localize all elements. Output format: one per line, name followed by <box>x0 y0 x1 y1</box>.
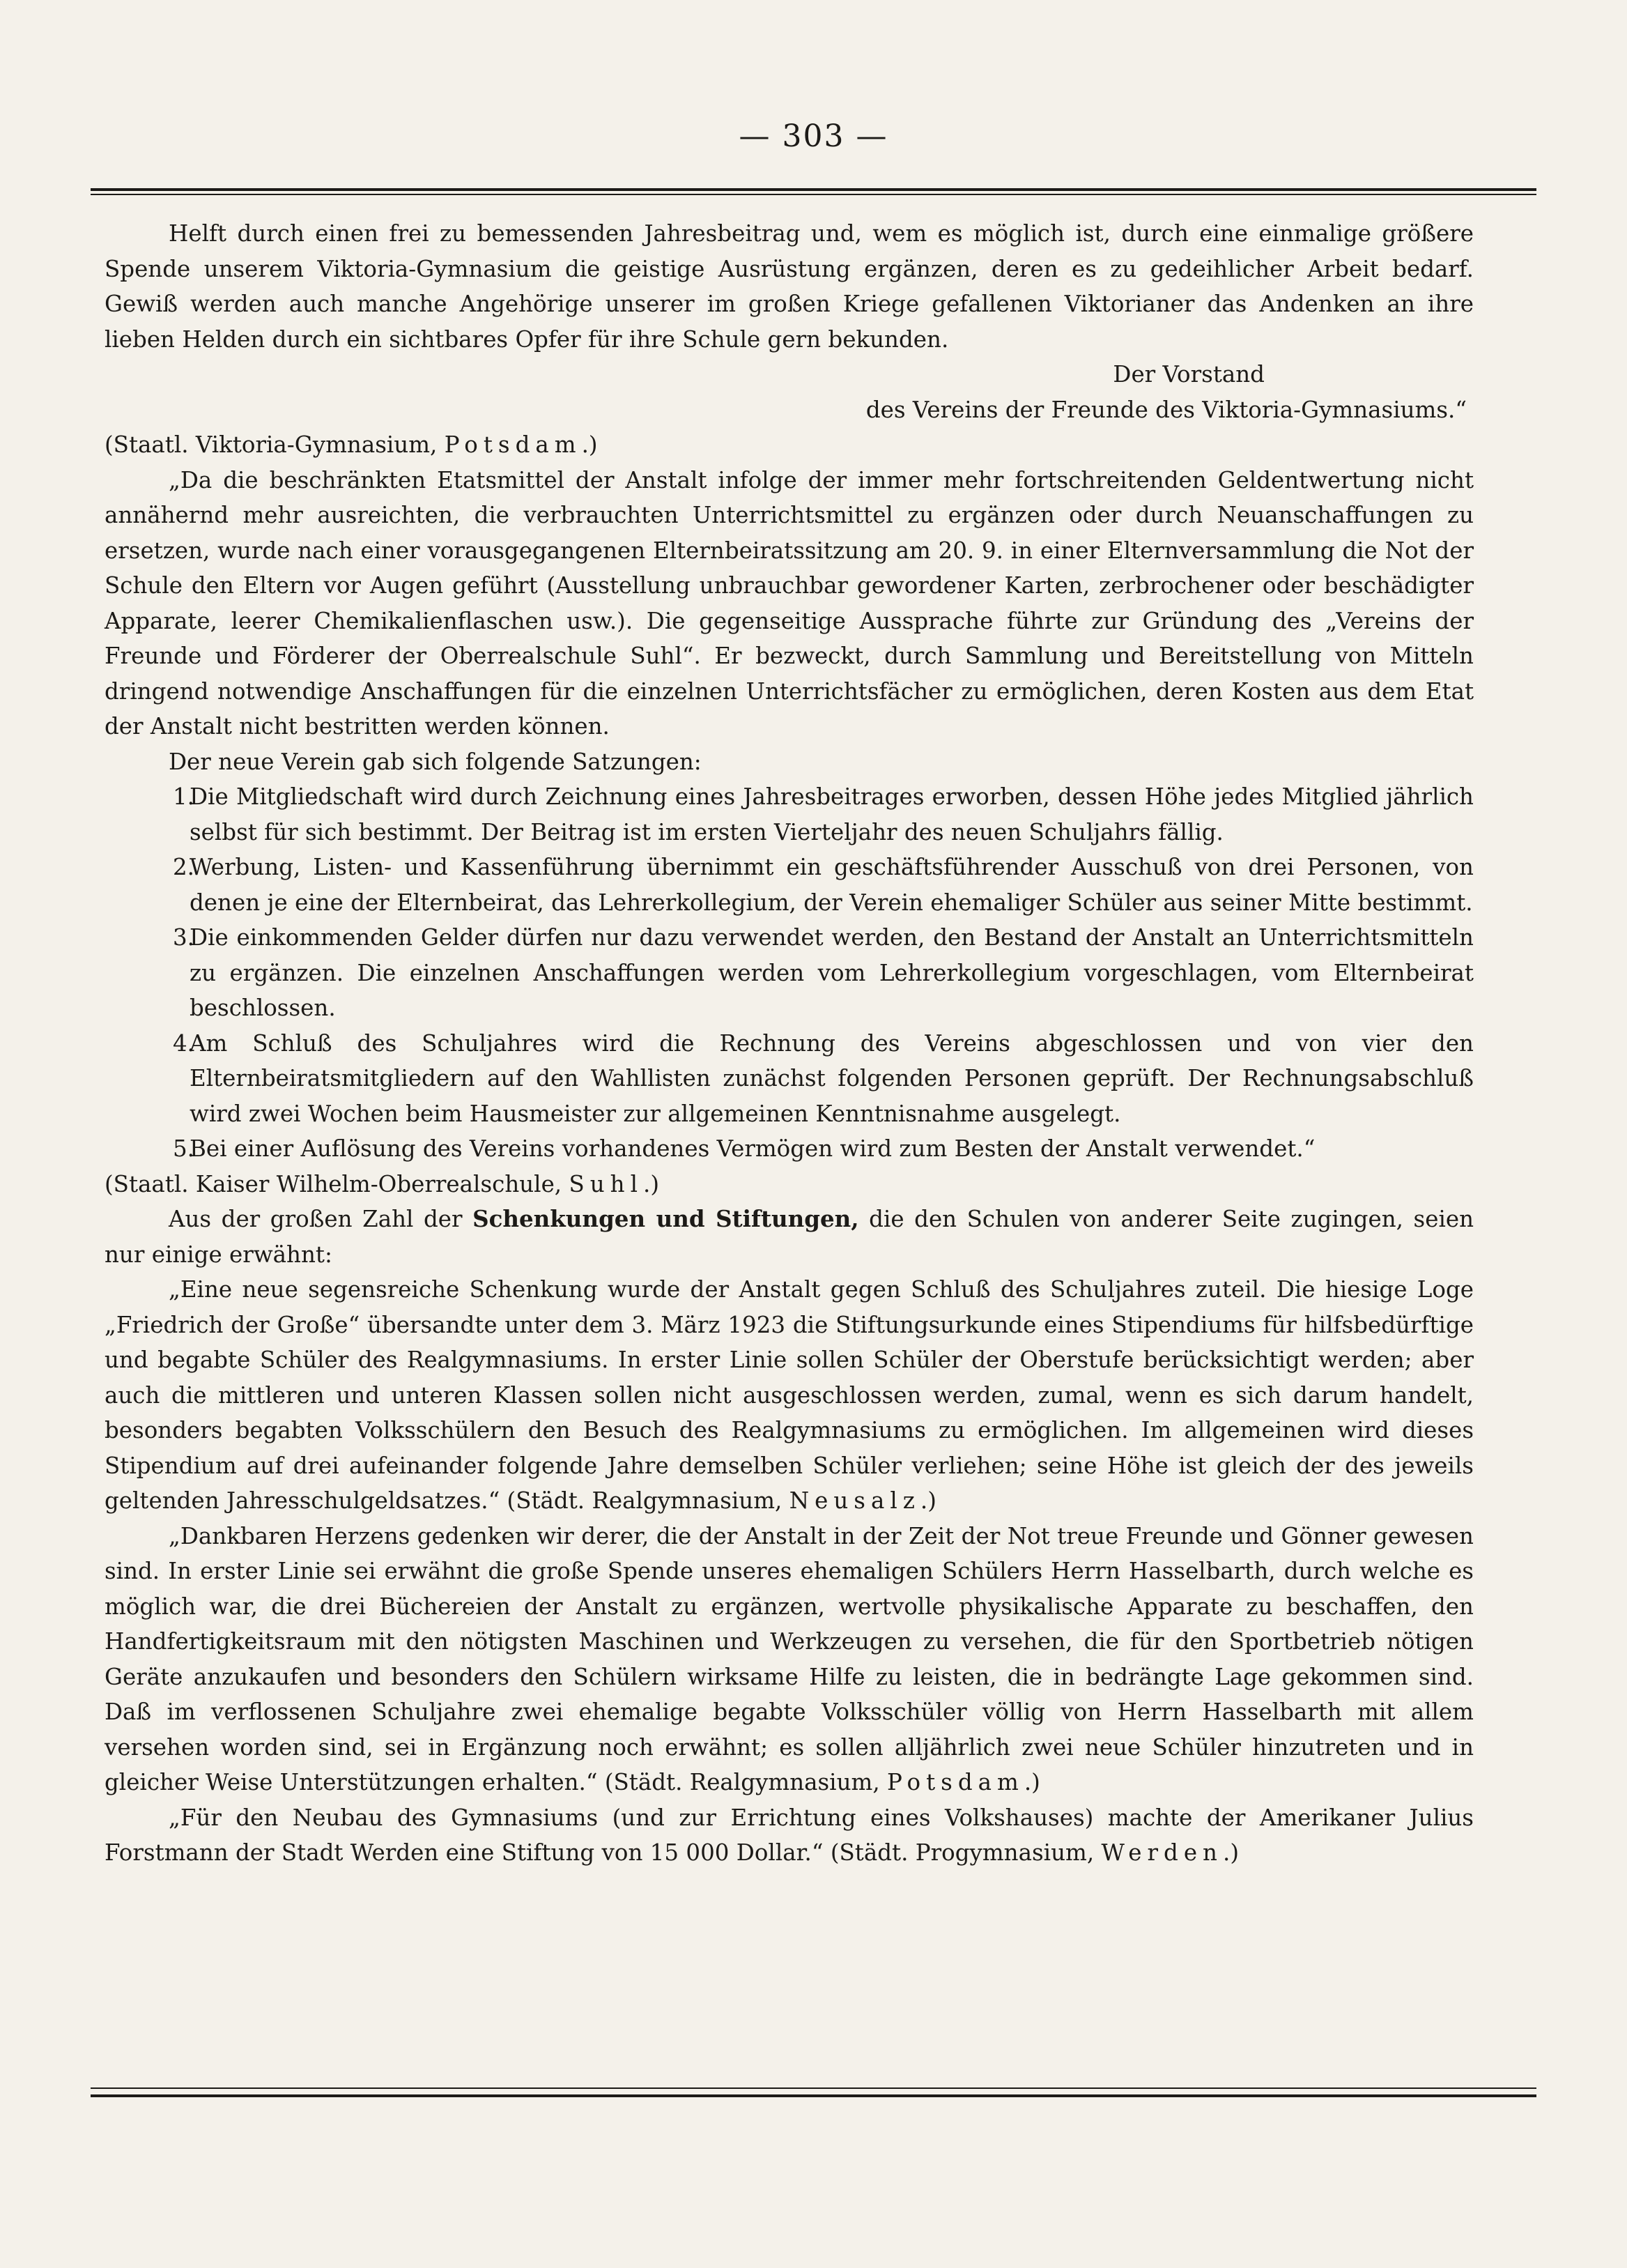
item-number: 5. <box>173 1135 195 1162</box>
paragraph-werden: „Für den Neubau des Gymnasiums (und zur Errichtung eines Volkshauses) machte der Amerikaner Julius Forstmann der Stadt Werden eine Stiftung von 15 000 Dollar.“ (Städt. Progymnasium, Werden.) <box>105 1804 1474 1866</box>
paragraph-appeal: Helft durch einen frei zu bemessenden Jahresbeitrag und, wem es möglich ist, durch eine einmalige größere Spende unserem Viktoria-Gymnasium die geistige Ausrüstung ergänzen, deren es zu gedeihlicher Arbeit bedarf. Gewiß werden auch manche Angehörige unserer im großen Kriege gefallenen Viktorianer das Andenken an ihre lieben Helden durch ein sichtbares Opfer für ihre Schule gern bekunden. <box>105 220 1474 353</box>
item-number: 1. <box>173 783 195 810</box>
paragraph-statutes-intro: Der neue Verein gab sich folgende Satzungen: <box>169 748 702 775</box>
list-item: 4. Am Schluß des Schuljahres wird die Rechnung des Vereins abgeschlossen und von vier den Elternbeiratsmitgliedern auf den Wahllisten zunächst folgenden Personen geprüft. Der Rechnungsabschluß wird zwei Wochen beim Hausmeister zur allgemeinen Kenntnisnahme ausgelegt. <box>105 1026 1474 1132</box>
statutes-list <box>105 779 1474 1167</box>
paragraph-neusalz: „Eine neue segensreiche Schenkung wurde der Anstalt gegen Schluß des Schuljahres zuteil. Die hiesige Loge „Friedrich der Große“ übersandte unter dem 3. März 1923 die Stiftungsurkunde eines Stipendiums für hilfsbedürftige und begabte Schüler des Realgymnasiums. In erster Linie sollen Schüler der Oberstufe berücksichtigt werden; aber auch die mittleren und unteren Klassen sollen nicht ausgeschlossen werden, zumal, wenn es sich darum handelt, besonders begabten Volksschülern den Besuch des Realgymnasiums zu ermöglichen. Im allgemeinen wird dieses Stipendium auf drei aufeinander folgende Jahre demselben Schüler verliehen; seine Höhe ist gleich der des jeweils geltenden Jahresschulgeldsatzes.“ (Städt. Realgymnasium, Neusalz.) <box>105 1276 1474 1514</box>
place-name: Potsdam <box>444 431 582 458</box>
source-citation-2: (Staatl. Kaiser Wilhelm-Oberrealschule, Suhl.) <box>105 1170 660 1197</box>
list-item: 2. Werbung, Listen- und Kassenführung übernimmt ein geschäftsführender Ausschuß von drei Personen, von denen je eine der Elternbeirat, das Lehrerkollegium, der Verein ehemaliger Schüler aus seiner Mitte bestimmt. <box>105 850 1474 920</box>
page-number: — 303 — <box>739 118 888 154</box>
item-number: 2. <box>173 854 195 880</box>
item-number: 3. <box>173 924 195 951</box>
place-name: Suhl <box>569 1170 644 1197</box>
bottom-rule <box>91 2087 1536 2097</box>
list-item: 1. Die Mitgliedschaft wird durch Zeichnung eines Jahresbeitrages erworben, dessen Höhe jedes Mitglied jährlich selbst für sich bestimmt. Der Beitrag ist im ersten Vierteljahr des neuen Schuljahrs fällig. <box>105 779 1474 850</box>
paragraph-suhl: „Da die beschränkten Etatsmittel der Anstalt infolge der immer mehr fortschreitenden Geldentwertung nicht annähernd mehr ausreichten, die verbrauchten Unterrichtsmittel zu ergänzen oder durch Neuanschaffungen zu ersetzen, wurde nach einer vorausgegangenen Elternbeiratssitzung am 20. 9. in einer Elternversammlung die Not der Schule den Eltern vor Augen geführt (Ausstellung unbrauchbar gewordener Karten, zerbrochener oder beschädigter Apparate, leerer Chemikalienflaschen usw.). Die gegenseitige Aussprache führte zur Gründung des „Vereins der Freunde und Förderer der Oberrealschule Suhl“. Er bezweckt, durch Sammlung und Bereitstellung von Mitteln dringend notwendige Anschaffungen für die einzelnen Unterrichtsfächer zu ermöglichen, deren Kosten aus dem Etat der Anstalt nicht bestritten werden können. <box>105 466 1474 740</box>
place-name: Neusalz <box>789 1487 920 1514</box>
source-citation-1: (Staatl. Viktoria-Gymnasium, Potsdam.) <box>105 431 598 458</box>
body-text <box>105 216 1474 1871</box>
place-name: Potsdam <box>886 1769 1024 1795</box>
list-item: 3. Die einkommenden Gelder dürfen nur dazu verwendet werden, den Bestand der Anstalt an Unterrichtsmitteln zu ergänzen. Die einzelnen Anschaffungen werden vom Lehrerkollegium vorgeschlagen, vom Elternbeirat beschlossen. <box>105 920 1474 1026</box>
bold-term: Schenkungen und Stiftungen, <box>472 1205 859 1232</box>
paragraph-potsdam: „Dankbaren Herzens gedenken wir derer, die der Anstalt in der Zeit der Not treue Freunde und Gönner gewesen sind. In erster Linie sei erwähnt die große Spende unseres ehemaligen Schülers Herrn Hasselbarth, durch welche es möglich war, die drei Büchereien der Anstalt zu ergänzen, wertvolle physikalische Apparate zu beschaffen, den Handfertigkeitsraum mit den nötigsten Maschinen und Werkzeugen zu versehen, die für den Sportbetrieb nötigen Geräte anzukaufen und besonders den Schülern wirksame Hilfe zu leisten, die in bedrängte Lage gekommen sind. Daß im verflossenen Schuljahre zwei ehemalige begabte Volksschüler völlig von Herrn Hasselbarth mit allem versehen worden sind, sei in Ergänzung noch erwähnt; es sollen alljährlich zwei neue Schüler hinzutreten und in gleicher Weise Unterstützungen erhalten.“ (Städt. Realgymnasium, Potsdam.) <box>105 1522 1474 1795</box>
place-name: Werden <box>1101 1839 1223 1866</box>
paragraph-donations-intro: Aus der großen Zahl der Schenkungen und Stiftungen, die den Schulen von anderer Seite zugingen, seien nur einige erwähnt: <box>105 1205 1474 1268</box>
signature-line-1: Der Vorstand <box>1113 361 1265 388</box>
list-item: 5. Bei einer Auflösung des Vereins vorhandenes Vermögen wird zum Besten der Anstalt verwendet.“ <box>105 1131 1474 1167</box>
top-rule <box>91 188 1536 195</box>
item-number: 4. <box>173 1029 195 1057</box>
signature-line-2: des Vereins der Freunde des Viktoria-Gymnasiums.“ <box>865 396 1467 423</box>
